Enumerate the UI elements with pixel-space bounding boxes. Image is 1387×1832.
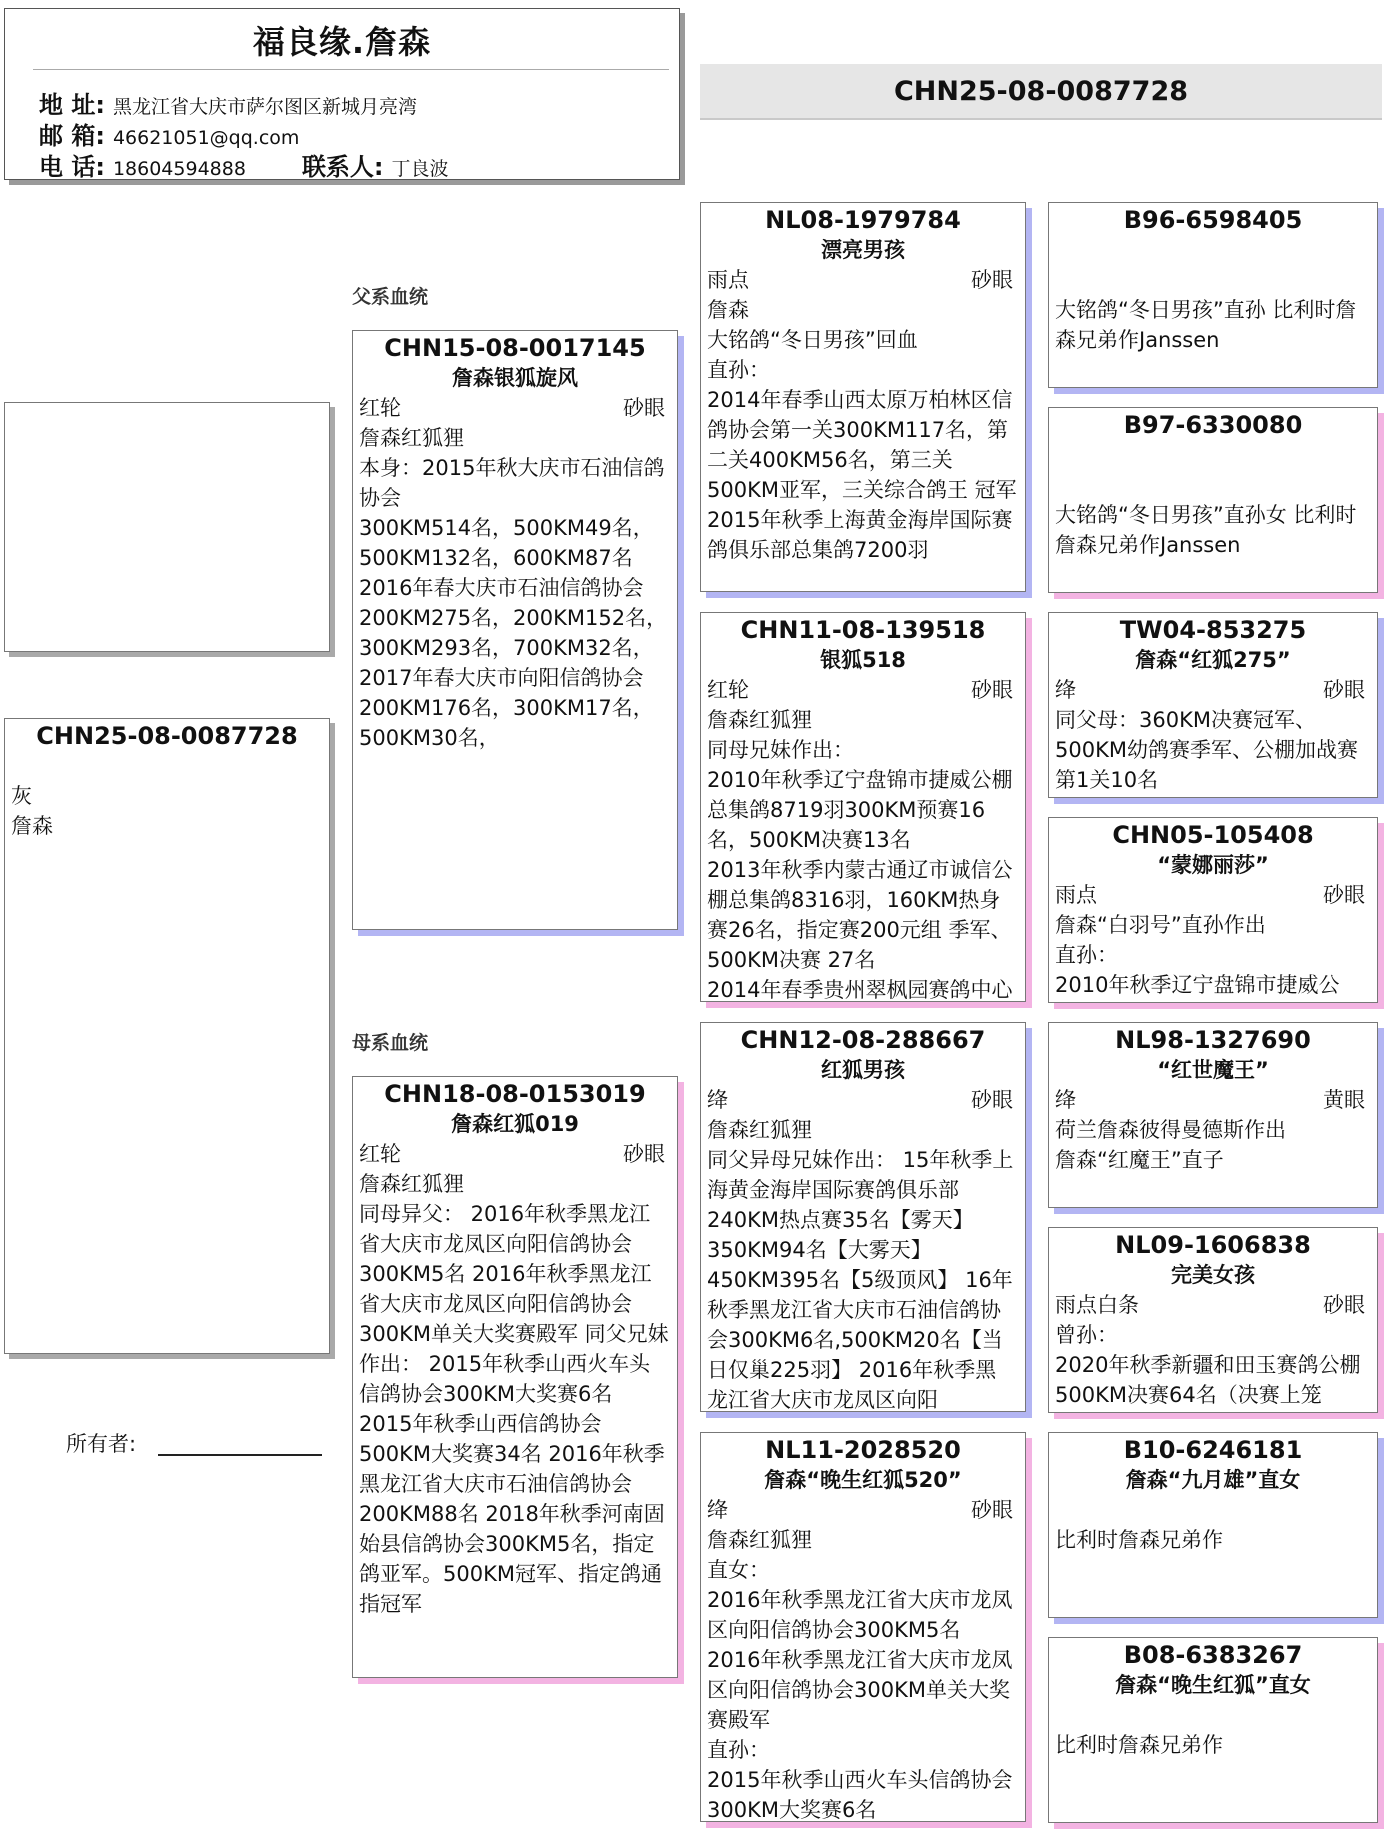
pigeon-name: 红狐男孩: [821, 1058, 905, 1082]
contact-value: 丁良波: [391, 158, 449, 180]
spacer: [1049, 470, 1377, 500]
color-eye-row: [701, 265, 1025, 295]
spacer: [1049, 440, 1377, 470]
ring-number: CHN05-105408: [1112, 821, 1314, 849]
spacer: [1049, 1700, 1377, 1730]
pedigree-notes: 同父母：360KM决赛冠军、500KM幼鸽赛季军、公棚加战赛第1关10名: [1055, 708, 1358, 792]
ring-number: NL08-1979784: [765, 206, 961, 234]
pedigree-notes: 詹森 大铭鸽“冬日男孩”回血 直孙： 2014年春季山西太原万柏林区信鸽协会第一关300KM117名，第二关400KM56名，第三关500KM亚军，三关综合鸽王 冠军 2015年秋季上海黄金海岸国际赛鸽俱乐部总集鸽7200羽: [707, 298, 1017, 562]
spacer: [1049, 1495, 1377, 1525]
maternal-label: 母系血统: [352, 1032, 429, 1054]
paternal-granddam-card: [700, 612, 1026, 1002]
email-row: [39, 116, 299, 151]
color-eye-row: [701, 675, 1025, 705]
ancestor-card-3: [1048, 612, 1378, 798]
pedigree-notes: 詹森红狐狸 同母兄妹作出： 2010年秋季辽宁盘锦市捷威公棚总集鸽8719羽300KM预赛16名，500KM决赛13名 2013年秋季内蒙古通辽市诚信公棚总集鸽8316羽，160KM热身赛26名，指定赛200元组 季军、500KM决赛 27名 2014年春季贵州翠枫园赛鸽中心: [707, 708, 1013, 1002]
email-value: 46621051@qq.com: [112, 127, 300, 149]
feather-color: 红轮: [707, 678, 749, 702]
color-eye-row: [1049, 1085, 1377, 1115]
pigeon-name: 银狐518: [820, 648, 906, 672]
maternal-grandsire-card: [700, 1022, 1026, 1412]
eye-type: 砂眼: [971, 678, 1013, 702]
ring-number: B10-6246181: [1123, 1436, 1303, 1464]
eye-type: 砂眼: [1323, 1293, 1365, 1317]
pedigree-notes: 大铭鸽“冬日男孩”直孙 比利时詹森兄弟作Janssen: [1055, 298, 1357, 352]
pedigree-notes: 詹森红狐狸 直女： 2016年秋季黑龙江省大庆市龙凤区向阳信鸽协会300KM5名 2016年秋季黑龙江省大庆市龙凤区向阳信鸽协会300KM单关大奖赛殿军 直孙： 2015年秋季山西火车头信鸽协会300KM大奖赛6名: [707, 1528, 1013, 1822]
eye-type: 砂眼: [1323, 678, 1365, 702]
ring-number: NL98-1327690: [1115, 1026, 1311, 1054]
feather-color: 雨点: [1055, 883, 1097, 907]
paternal-label: 父系血统: [352, 286, 429, 308]
ring-number: CHN11-08-139518: [740, 616, 986, 644]
ancestor-card-7: [1048, 1432, 1378, 1618]
subject-ring: CHN25-08-0087728: [36, 722, 298, 750]
pedigree-notes: 比利时詹森兄弟作: [1055, 1733, 1223, 1757]
pedigree-notes: 詹森红狐狸 本身：2015年秋大庆市石油信鸽协会 300KM514名，500KM49名，500KM132名，600KM87名 2016年春大庆市石油信鸽协会200KM275名，200KM152名，300KM293名，700KM32名， 2017年春大庆市向阳信鸽协会200KM176名，300KM17名，500KM30名，: [359, 426, 668, 750]
eye-type: 黄眼: [1323, 1088, 1365, 1112]
ring-number: CHN18-08-0153019: [384, 1080, 646, 1108]
pigeon-name: “蒙娜丽莎”: [1157, 853, 1269, 877]
ancestor-card-4: [1048, 817, 1378, 1003]
ring-number: CHN15-08-0017145: [384, 334, 646, 362]
spacer: [1049, 265, 1377, 295]
pigeon-name: 詹森银狐旋风: [452, 366, 578, 390]
ring-number: CHN12-08-288667: [740, 1026, 986, 1054]
pigeon-name: 詹森“晚生红狐”直女: [1115, 1673, 1311, 1697]
pedigree-notes: 詹森“白羽号”直孙作出 直孙： 2010年秋季辽宁盘锦市捷威公: [1055, 913, 1340, 997]
breeder-title: 福良缘.詹森: [252, 23, 432, 61]
feather-color: 雨点: [707, 268, 749, 292]
eye-type: 砂眼: [623, 1142, 665, 1166]
color-eye-row: [1049, 1290, 1377, 1320]
email-label: 邮 箱:: [39, 122, 105, 150]
color-eye-row: [701, 1495, 1025, 1525]
feather-color: 绛: [707, 1088, 728, 1112]
pigeon-name: “红世魔王”: [1157, 1058, 1269, 1082]
sire-card: [352, 330, 678, 930]
header-divider: [33, 69, 669, 70]
contact-label: 联系人:: [301, 153, 384, 181]
pigeon-name: 完美女孩: [1171, 1263, 1255, 1287]
ancestor-card-2: [1048, 407, 1378, 593]
pedigree-notes: 荷兰詹森彼得曼德斯作出 詹森“红魔王”直子: [1055, 1118, 1286, 1172]
spacer: [5, 751, 329, 781]
pedigree-notes: 詹森红狐狸 同父异母兄妹作出： 15年秋季上海黄金海岸国际赛鸽俱乐部240KM热点赛35名【雾天】350KM94名【大雾天】450KM395名【5级顶风】 16年秋季黑龙江省大庆市石油信鸽协会300KM6名,500KM20名【当日仅巢225羽】 2016年秋季黑龙江省大庆市龙凤区向阳: [707, 1118, 1014, 1412]
pigeon-name: 詹森“九月雄”直女: [1125, 1468, 1301, 1492]
color-eye-row: [353, 393, 677, 423]
eye-type: 砂眼: [623, 396, 665, 420]
color-eye-row: [353, 1139, 677, 1169]
pedigree-notes: 曾孙： 2020年秋季新疆和田玉赛鸽公棚500KM决赛64名（决赛上笼: [1055, 1323, 1361, 1407]
dam-card: [352, 1076, 678, 1678]
owner-signature-line: [158, 1454, 322, 1456]
ring-number: NL11-2028520: [765, 1436, 961, 1464]
subject-breed: 詹森: [11, 814, 53, 838]
paternal-grandsire-card: [700, 202, 1026, 592]
eye-type: 砂眼: [1323, 883, 1365, 907]
feather-color: 绛: [1055, 1088, 1076, 1112]
owner-label: 所有者:: [66, 1432, 137, 1456]
pigeon-name: 詹森红狐019: [451, 1112, 579, 1136]
pigeon-name: 詹森“晚生红狐520”: [764, 1468, 962, 1492]
eye-type: 砂眼: [971, 268, 1013, 292]
color-eye-row: [1049, 675, 1377, 705]
color-eye-row: [701, 1085, 1025, 1115]
pedigree-notes: 大铭鸽“冬日男孩”直孙女 比利时詹森兄弟作Janssen: [1055, 503, 1357, 557]
feather-color: 红轮: [359, 1142, 401, 1166]
pigeon-name: 詹森“红狐275”: [1135, 648, 1291, 672]
address-label: 地 址:: [39, 91, 105, 119]
pigeon-name: 漂亮男孩: [821, 238, 905, 262]
eye-type: 砂眼: [971, 1088, 1013, 1112]
breeder-info-box: [4, 8, 680, 180]
ancestor-card-1: [1048, 202, 1378, 388]
ancestor-card-6: [1048, 1227, 1378, 1413]
ancestor-card-8: [1048, 1637, 1378, 1823]
ring-number: B96-6598405: [1123, 206, 1303, 234]
address-row: [39, 85, 417, 120]
ring-number: TW04-853275: [1119, 616, 1307, 644]
feather-color: 红轮: [359, 396, 401, 420]
ring-number: B97-6330080: [1123, 411, 1303, 439]
ring-number: B08-6383267: [1123, 1641, 1303, 1669]
ancestor-card-5: [1048, 1022, 1378, 1208]
phone-value: 18604594888: [112, 158, 246, 180]
ring-banner: CHN25-08-0087728: [700, 64, 1382, 120]
feather-color: 绛: [707, 1498, 728, 1522]
pedigree-notes: 比利时詹森兄弟作: [1055, 1528, 1223, 1552]
color-eye-row: [1049, 880, 1377, 910]
phone-row: [39, 147, 449, 182]
subject-card: [4, 718, 330, 1354]
feather-color: 绛: [1055, 678, 1076, 702]
phone-label: 电 话:: [39, 153, 105, 181]
ring-number: NL09-1606838: [1115, 1231, 1311, 1259]
photo-placeholder: [4, 402, 330, 652]
pedigree-notes: 詹森红狐狸 同母异父： 2016年秋季黑龙江省大庆市龙凤区向阳信鸽协会300KM5名 2016年秋季黑龙江省大庆市龙凤区向阳信鸽协会300KM单关大奖赛殿军 同父兄妹作出： 2015年秋季山西火车头信鸽协会300KM大奖赛6名 2015年秋季山西信鸽协会500KM大奖赛34名 2016年秋季黑龙江省大庆市石油信鸽协会200KM88名 2018年秋季河南固始县信鸽协会300KM5名，指定鸽亚军。500KM冠军、指定鸽通指冠军: [359, 1172, 669, 1616]
subject-color: 灰: [11, 784, 32, 808]
maternal-granddam-card: [700, 1432, 1026, 1822]
feather-color: 雨点白条: [1055, 1293, 1139, 1317]
address-value: 黑龙江省大庆市萨尔图区新城月亮湾: [112, 96, 417, 118]
spacer: [1049, 235, 1377, 265]
eye-type: 砂眼: [971, 1498, 1013, 1522]
